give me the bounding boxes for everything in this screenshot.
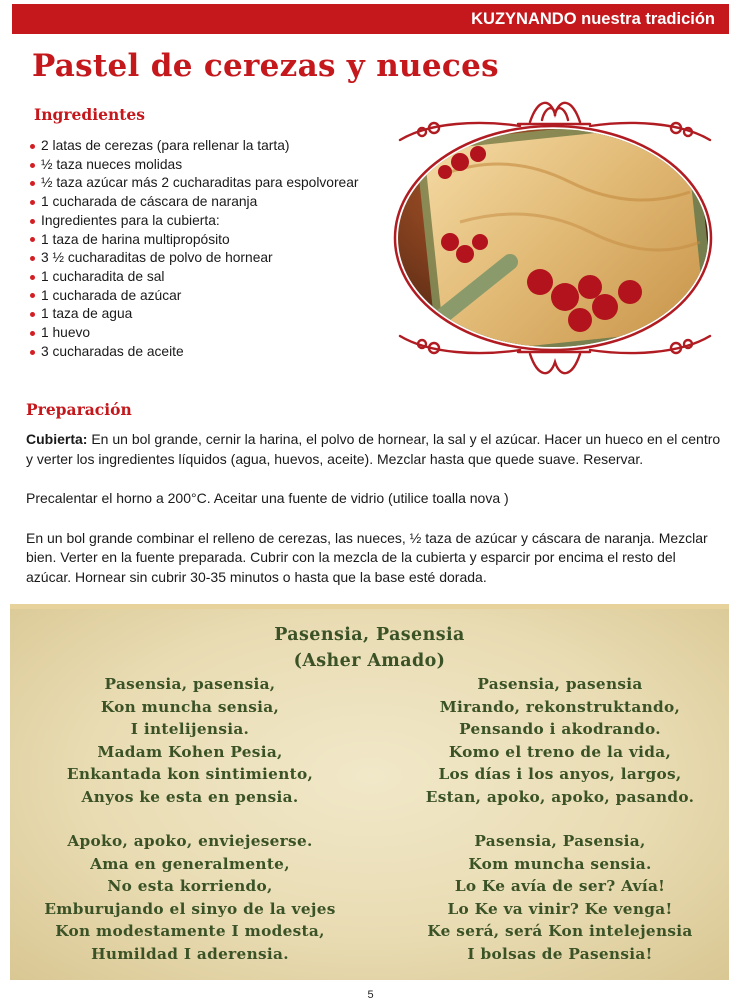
bullet-icon bbox=[30, 275, 35, 280]
ingredient-list bbox=[30, 137, 390, 361]
bullet-icon bbox=[30, 312, 35, 317]
poem-stanza-left-2: Apoko, apoko, enviejeserse. Ama en generalmente, No esta korriendo, Emburujando el sinyo de la vejes Kon modestamente I modesta, Humildad I aderensia. bbox=[44, 832, 336, 963]
ingredient-item: 3 ½ cucharaditas de polvo de hornear bbox=[30, 249, 390, 268]
ingredient-item: Ingredientes para la cubierta: bbox=[30, 212, 390, 231]
brand-label: KUZYNANDO nuestra tradición bbox=[471, 9, 715, 28]
bullet-icon bbox=[30, 200, 35, 205]
poem-stanza-left-1: Pasensia, pasensia, Kon muncha sensia, I intelijensia. Madam Kohen Pesia, Enkantada kon sintimiento, Anyos ke esta en pensia. bbox=[66, 675, 314, 806]
bullet-icon bbox=[30, 181, 35, 186]
page-number: 5 bbox=[367, 989, 374, 1001]
poem-panel bbox=[10, 604, 729, 980]
bullet-icon bbox=[30, 163, 35, 168]
ingredient-item: ½ taza azúcar más 2 cucharaditas para espolvorear bbox=[30, 174, 390, 193]
poem-title: Pasensia, Pasensia bbox=[274, 625, 465, 645]
bullet-icon bbox=[30, 293, 35, 298]
recipe-title: Pastel de cerezas y nueces bbox=[32, 48, 499, 84]
pie-photo bbox=[390, 92, 720, 384]
header-bar bbox=[12, 4, 729, 34]
poem-stanza-right-2: Pasensia, Pasensia, Kom muncha sensia. Lo Ke avía de ser? Avía! Lo Ke va vinir? Ke venga! Ke será, será Kon intelejensia I bolsas de Pasensia! bbox=[427, 832, 693, 963]
ingredient-item: 1 taza de harina multipropósito bbox=[30, 231, 390, 250]
ingredient-item: 1 cucharadita de sal bbox=[30, 268, 390, 287]
bullet-icon bbox=[30, 331, 35, 336]
ingredient-item: 1 taza de agua bbox=[30, 305, 390, 324]
prep-step-preheat: Precalentar el horno a 200°C. Aceitar una fuente de vidrio (utilice toalla nova ) bbox=[26, 490, 509, 507]
ingredient-item: 1 cucharada de azúcar bbox=[30, 287, 390, 306]
prep-step-cubierta: Cubierta: En un bol grande, cernir la harina, el polvo de hornear, la sal y el azúcar. Hacer un hueco en el centro y verter los ingredientes líquidos (agua, huevos, aceite). Mezclar hasta que quede suave. Reservar. bbox=[26, 431, 721, 467]
bullet-icon bbox=[30, 144, 35, 149]
poem-author: (Asher Amado) bbox=[293, 651, 446, 671]
prep-step-combine: En un bol grande combinar el relleno de cerezas, las nueces, ½ taza de azúcar y cáscara de naranja. Mezclar bien. Verter en la fuente preparada. Cubrir con la mezcla de la cubierta y esparcir por encima el resto del azúcar. Hornear sin cubrir 30-35 minutos o hasta que la base esté dorada. bbox=[26, 529, 708, 585]
ingredient-item: 3 cucharadas de aceite bbox=[30, 343, 390, 362]
pie-photo-svg bbox=[390, 92, 720, 384]
preparation-text bbox=[26, 430, 722, 608]
bullet-icon bbox=[30, 350, 35, 355]
poem-stanza-right-1: Pasensia, pasensia Mirando, rekonstruktando, Pensando i akodrando. Komo el treno de la vida, Los días i los anyos, largos, Estan, apoko, apoko, pasando. bbox=[425, 675, 695, 806]
bullet-icon bbox=[30, 219, 35, 224]
ingredient-item: 2 latas de cerezas (para rellenar la tarta) bbox=[30, 137, 390, 156]
bullet-icon bbox=[30, 237, 35, 242]
ingredients-heading: Ingredientes bbox=[34, 105, 145, 124]
preparation-heading: Preparación bbox=[26, 400, 132, 419]
ingredient-item: ½ taza nueces molidas bbox=[30, 156, 390, 175]
bullet-icon bbox=[30, 256, 35, 261]
cubierta-label: Cubierta: bbox=[26, 431, 88, 447]
ingredient-item: 1 huevo bbox=[30, 324, 390, 343]
ingredient-item: 1 cucharada de cáscara de naranja bbox=[30, 193, 390, 212]
